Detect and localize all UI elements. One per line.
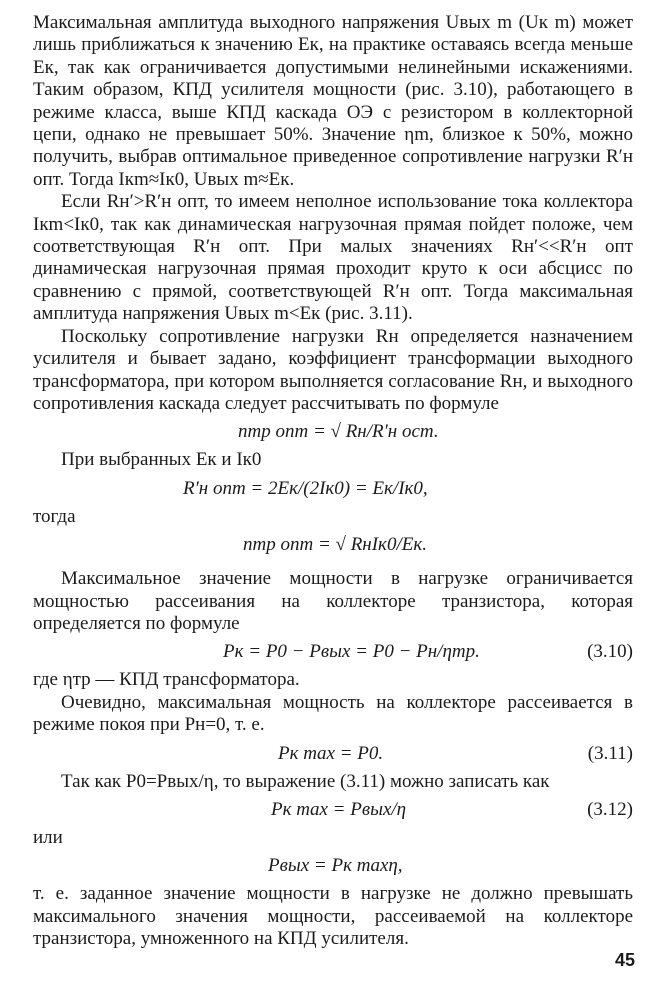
paragraph-quiescent-mode: Очевидно, максимальная мощность на коллекторе рассеивается в режиме покоя при Pн=0, т. е.	[33, 691, 633, 736]
formula-expression: R′н опт = 2Eк/(2Iк0) = Eк/Iк0,	[183, 477, 428, 499]
formula-3-11	[33, 737, 633, 771]
formula-expression: nтр опт = √ Rн/R′н ост.	[238, 421, 439, 443]
formula-expression: Pк max = Pвых/η	[271, 798, 407, 820]
formula-expression: nтр опт = √ RнIк0/Eк.	[243, 534, 427, 556]
formula-output-power	[33, 849, 633, 883]
paragraph-transformer-ratio: Поскольку сопротивление нагрузки Rн определяется назначением усилителя и бывает задано, коэффициент трансформации выходного трансформатора, при котором выполняется согласование Rн, и выходного сопротивления каскада следует рассчитывать по формуле	[33, 325, 633, 414]
paragraph-then: тогда	[33, 505, 76, 527]
formula-transformer-ratio	[33, 415, 633, 449]
formula-expression: Pк max = P0.	[278, 742, 384, 764]
equation-number: (3.12)	[587, 798, 633, 820]
paragraph-transformer-efficiency: где ηтр — КПД трансформатора.	[33, 669, 300, 691]
formula-3-12	[33, 793, 633, 827]
paragraph-max-amplitude: Максимальная амплитуда выходного напряжения Uвых m (Uк m) может лишь приближаться к значению Eк, на практике оставаясь всегда меньше Eк, так как ограничивается допустимыми нелинейными искажениями. Таким образом, КПД усилителя мощности (рис. 3.10), работающего в режиме класса, выше КПД каскада ОЭ с резистором в коллекторной цепи, однако не превышает 50%. Значение ηm, близкое к 50%, можно получить, выбрав оптимальное приведенное сопротивление нагрузки R′н опт. Тогда Iкm≈Iк0, Uвых m≈Eк.	[33, 12, 633, 190]
formula-transformer-ratio-2	[33, 528, 633, 562]
paragraph-load-resistance: Если Rн′>R′н опт, то имеем неполное использование тока коллектора Iкm<Iк0, так как динамическая нагрузочная прямая пойдет положе, чем соответствующая R′н опт. При малых значениях Rн′<<R′н опт динамическая нагрузочная прямая проходит круто к оси абсцисс по сравнению с прямой, соответствующей R′н опт. Тогда максимальная амплитуда напряжения Uвых m<Eк (рис. 3.11).	[33, 191, 633, 325]
formula-optimal-resistance	[33, 472, 633, 506]
page-number: 45	[614, 950, 635, 970]
page-body	[33, 12, 633, 951]
formula-3-10	[33, 635, 633, 669]
formula-expression: Pвых = Pк maxη,	[268, 855, 403, 877]
paragraph-conclusion: т. е. заданное значение мощности в нагрузке не должно превышать максимального значения мощности, рассеиваемой на коллекторе транзистора, умноженного на КПД усилителя.	[33, 883, 633, 950]
equation-number: (3.11)	[587, 742, 633, 764]
paragraph-rewrite: Так как P0=Pвых/η, то выражение (3.11) можно записать как	[61, 770, 550, 792]
equation-number: (3.10)	[587, 641, 633, 663]
paragraph-selected-values: При выбранных Eк и Iк0	[61, 449, 262, 471]
paragraph-or: или	[33, 826, 63, 848]
formula-expression: Pк = P0 − Pвых = P0 − Pн/ηтр.	[223, 641, 480, 663]
paragraph-max-power: Максимальное значение мощности в нагрузке ограничивается мощностью рассеивания на коллекторе транзистора, которая определяется по формуле	[33, 568, 633, 634]
